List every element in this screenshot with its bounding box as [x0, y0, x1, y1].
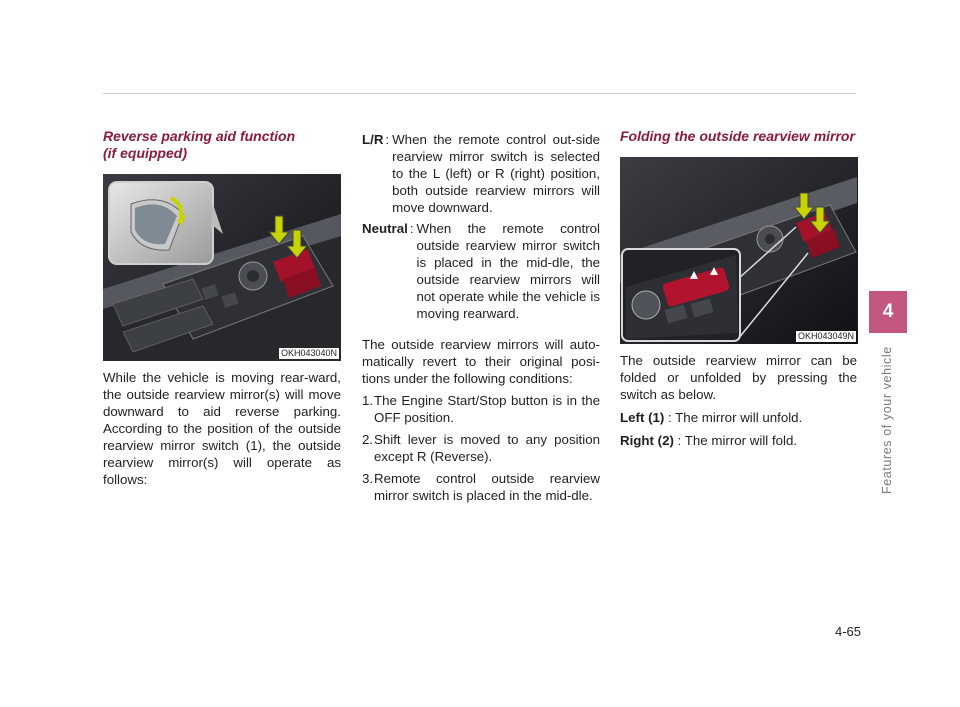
image-code: OKH043049N — [797, 331, 854, 341]
column-folding-mirror — [620, 128, 857, 455]
fold-switch-illustration — [620, 157, 857, 344]
chapter-label: Features of your vehicle — [880, 346, 894, 494]
door-switch-illustration — [103, 174, 341, 361]
top-rule — [103, 93, 856, 94]
revert-conditions — [362, 392, 600, 504]
column-reverse-parking — [103, 128, 341, 488]
title-line-1: Reverse parking aid function — [103, 128, 296, 144]
folding-description: The outside rearview mirror can be folded or unfolded by pressing the switch as below. — [620, 353, 857, 402]
revert-intro: The outside rearview mirrors will auto-matically revert to their original posi-tions under the following conditions: — [362, 337, 600, 386]
list-item — [362, 392, 600, 426]
fold-text: : The mirror will unfold. — [668, 410, 803, 425]
definition-separator: : — [385, 132, 390, 147]
list-number: 2. — [362, 432, 374, 447]
section-title-reverse-parking — [103, 128, 341, 162]
list-text: Remote control outside rearview mirror switch is placed in the mid-dle. — [374, 471, 600, 503]
definition-description: When the remote control outside rearview mirror switch is placed in the mid-dle, the outside rearview mirrors will not operate while the vehicle is moving rearward. — [416, 221, 600, 321]
definition-term: L/R — [362, 132, 384, 147]
fold-text: : The mirror will fold. — [677, 433, 798, 448]
photo-folding-switch — [620, 157, 858, 344]
image-code: OKH043040N — [280, 348, 337, 358]
page-number: 4-65 — [834, 624, 861, 639]
chapter-tab: 4 — [869, 291, 907, 333]
definition-separator: : — [409, 221, 414, 236]
reverse-parking-description: While the vehicle is moving rear-ward, the outside rearview mirror(s) will move downward to aid reverse parking. According to the position of the outside rearview mirror switch (1), the outside rearview mirror(s) will operate as follows: — [103, 370, 341, 487]
fold-label: Right (2) — [620, 433, 674, 448]
definition-lr — [362, 131, 600, 216]
list-item — [362, 470, 600, 504]
list-item — [362, 431, 600, 465]
definition-description: When the remote control out-side rearview mirror switch is selected to the L (left) or R (right) position, both outside rearview mirrors will move downward. — [392, 132, 600, 215]
photo-mirror-switch — [103, 174, 341, 361]
section-title-folding: Folding the outside rearview mirror — [620, 128, 855, 144]
list-text: Shift lever is moved to any position except R (Reverse). — [374, 432, 600, 464]
fold-item-right — [620, 432, 857, 449]
definition-term: Neutral — [362, 221, 408, 236]
column-switch-positions — [362, 131, 600, 509]
definition-neutral — [362, 220, 600, 322]
fold-item-left — [620, 409, 857, 426]
fold-label: Left (1) — [620, 410, 665, 425]
list-number: 3. — [362, 471, 374, 486]
list-number: 1. — [362, 393, 374, 408]
title-line-2: (if equipped) — [103, 145, 187, 161]
list-text: The Engine Start/Stop button is in the OFF position. — [374, 393, 600, 425]
